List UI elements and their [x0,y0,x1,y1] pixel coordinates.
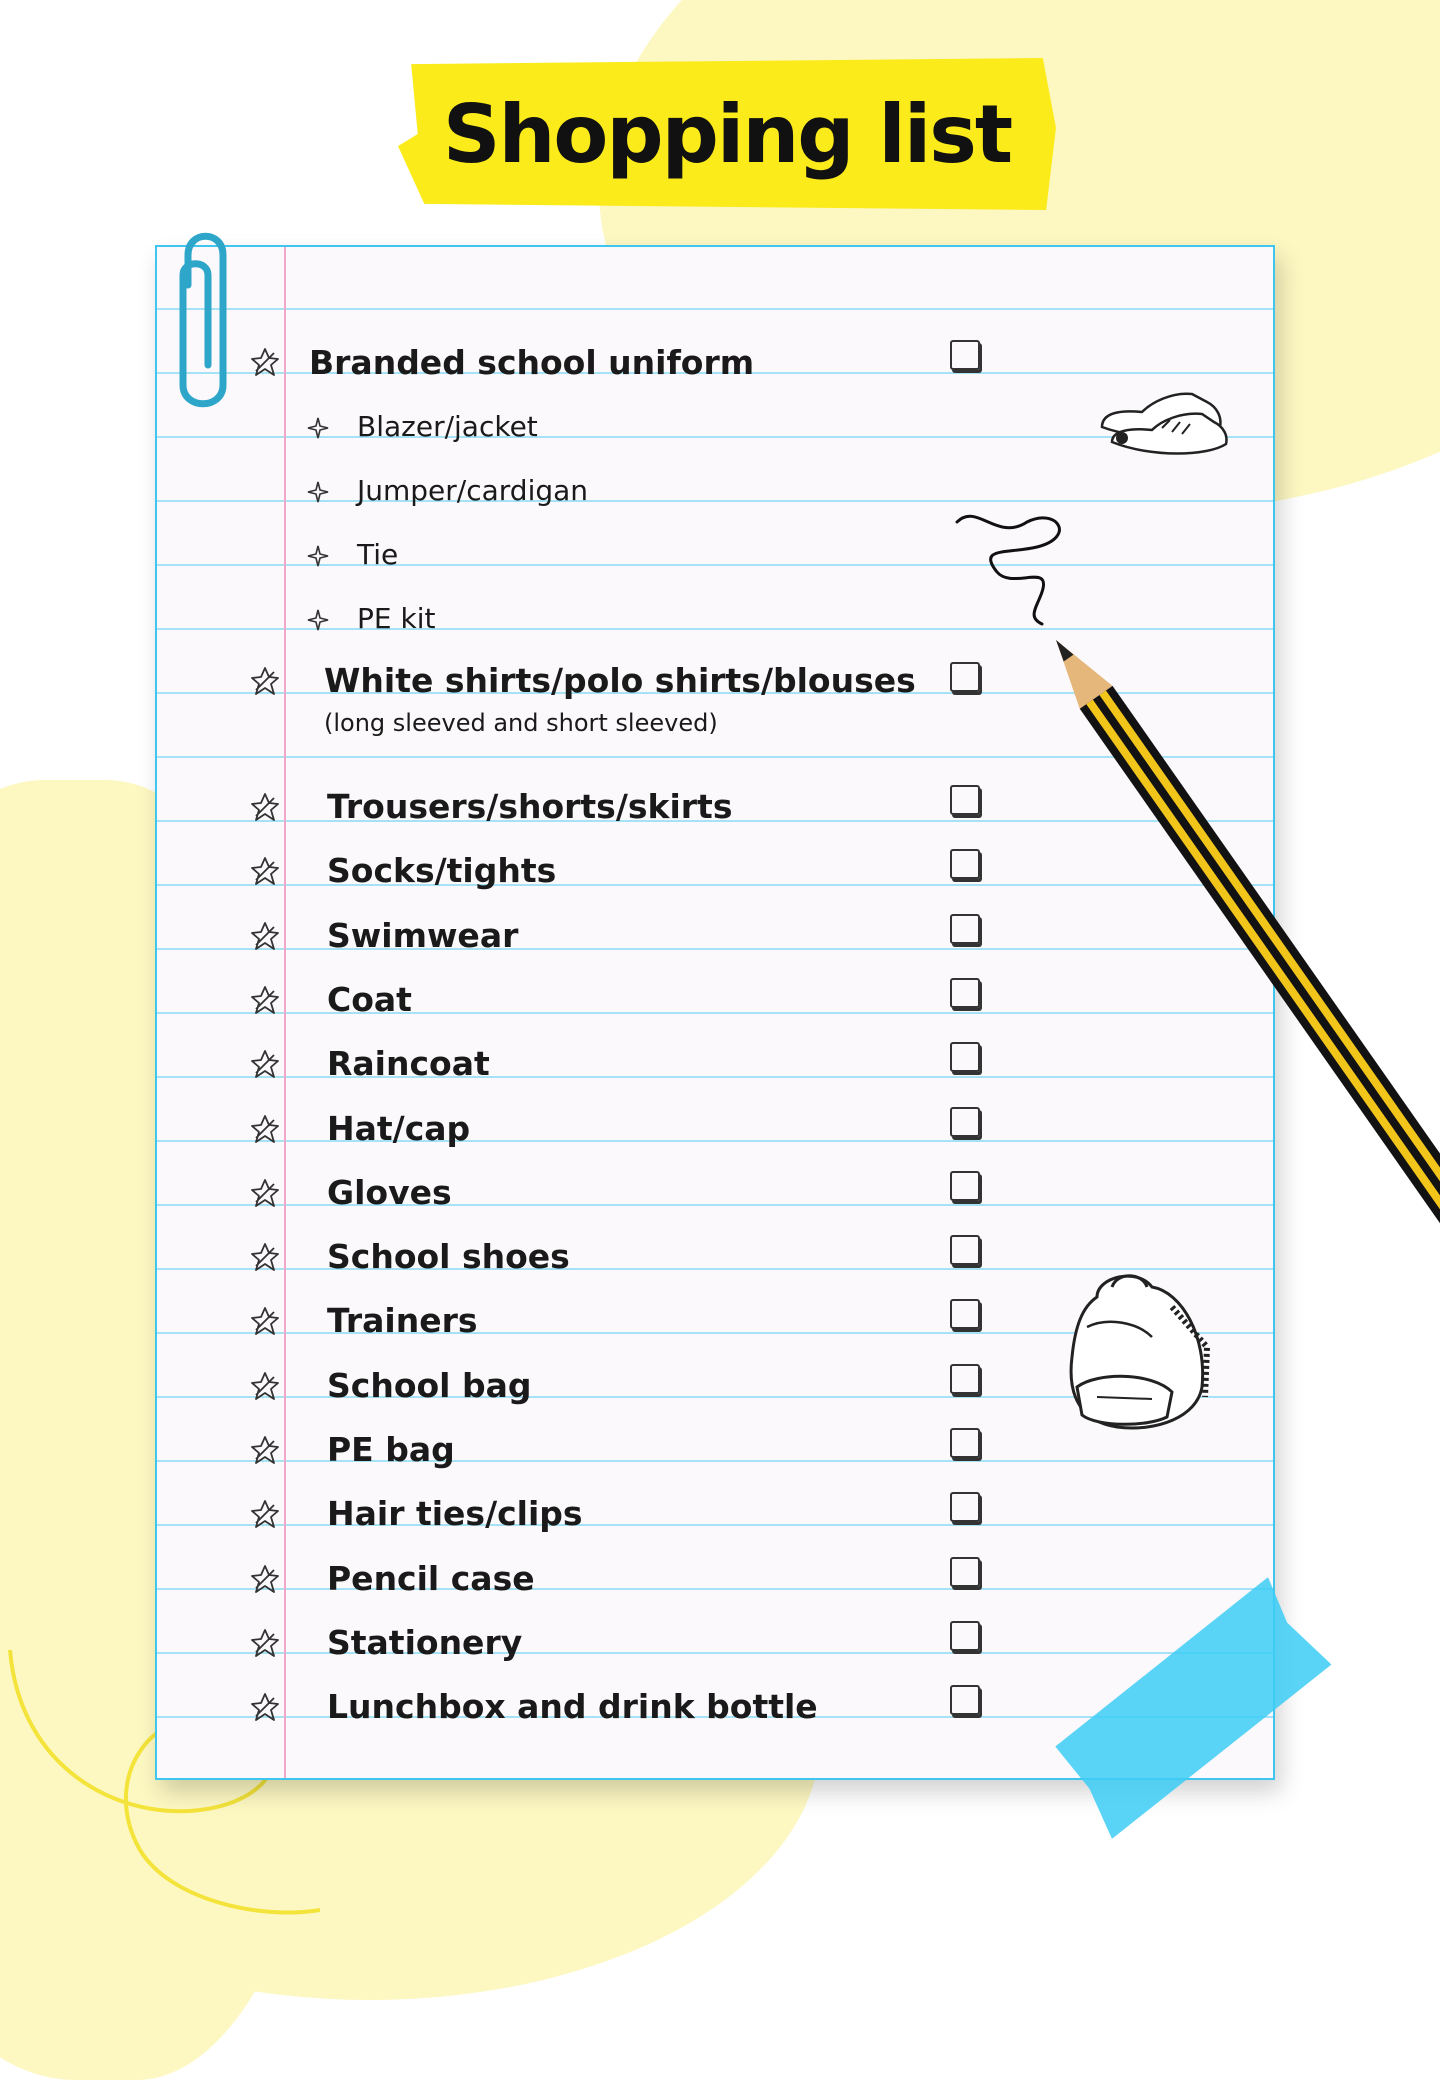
star-bullet-icon [250,985,280,1015]
star-bullet-icon [250,1628,280,1658]
star-bullet-icon [250,1435,280,1465]
checkbox[interactable] [950,1235,980,1265]
star-bullet-icon [250,856,280,886]
star-bullet-icon [250,1242,280,1272]
sub-item-label: Jumper/cardigan [357,474,589,507]
checkbox[interactable] [950,849,980,879]
star-bullet-icon [250,1564,280,1594]
checkbox[interactable] [950,1557,980,1587]
sparkle-bullet-icon [307,417,329,439]
checkbox[interactable] [950,1042,980,1072]
item-label: Gloves [327,1173,452,1212]
paperclip-icon [168,225,243,415]
checkbox[interactable] [950,914,980,944]
notebook-paper [155,245,1275,1780]
sub-item-label: Tie [357,538,399,571]
checkbox[interactable] [950,662,980,692]
star-bullet-icon [250,1499,280,1529]
ruled-lines [157,247,1273,1778]
item-label: Branded school uniform [309,343,755,382]
checkbox[interactable] [950,785,980,815]
star-bullet-icon [250,921,280,951]
backpack-icon [1057,1267,1217,1447]
item-label: Swimwear [327,916,519,955]
sub-item-label: PE kit [357,602,436,635]
checkbox[interactable] [950,340,980,370]
sub-item-label: Blazer/jacket [357,410,538,443]
sparkle-bullet-icon [307,545,329,567]
item-label: Raincoat [327,1044,490,1083]
item-label: Hair ties/clips [327,1494,583,1533]
margin-line [284,247,286,1778]
sneakers-icon [1092,372,1232,462]
item-label: Lunchbox and drink bottle [327,1687,818,1726]
star-bullet-icon [250,1371,280,1401]
item-label: Hat/cap [327,1109,471,1148]
title-banner [398,58,1056,210]
star-bullet-icon [250,347,280,377]
checkbox[interactable] [950,1107,980,1137]
item-label: Coat [327,980,412,1019]
star-bullet-icon [250,1178,280,1208]
item-label: White shirts/polo shirts/blouses [324,661,916,700]
page-title: Shopping list [442,88,1012,181]
item-label: Trousers/shorts/skirts [327,787,733,826]
sparkle-bullet-icon [307,481,329,503]
checkbox[interactable] [950,1171,980,1201]
checkbox[interactable] [950,978,980,1008]
checkbox[interactable] [950,1428,980,1458]
item-label: Pencil case [327,1559,535,1598]
star-bullet-icon [250,1049,280,1079]
item-label: Socks/tights [327,851,557,890]
checkbox[interactable] [950,1685,980,1715]
checkbox[interactable] [950,1299,980,1329]
item-label: PE bag [327,1430,455,1469]
checkbox[interactable] [950,1492,980,1522]
item-note: (long sleeved and short sleeved) [324,709,718,737]
item-label: Stationery [327,1623,523,1662]
scribble-icon [947,502,1077,632]
checkbox[interactable] [950,1621,980,1651]
star-bullet-icon [250,1306,280,1336]
item-label: School bag [327,1366,532,1405]
sparkle-bullet-icon [307,609,329,631]
item-label: School shoes [327,1237,570,1276]
checkbox[interactable] [950,1364,980,1394]
star-bullet-icon [250,1114,280,1144]
star-bullet-icon [250,666,280,696]
item-label: Trainers [327,1301,478,1340]
star-bullet-icon [250,792,280,822]
star-bullet-icon [250,1692,280,1722]
